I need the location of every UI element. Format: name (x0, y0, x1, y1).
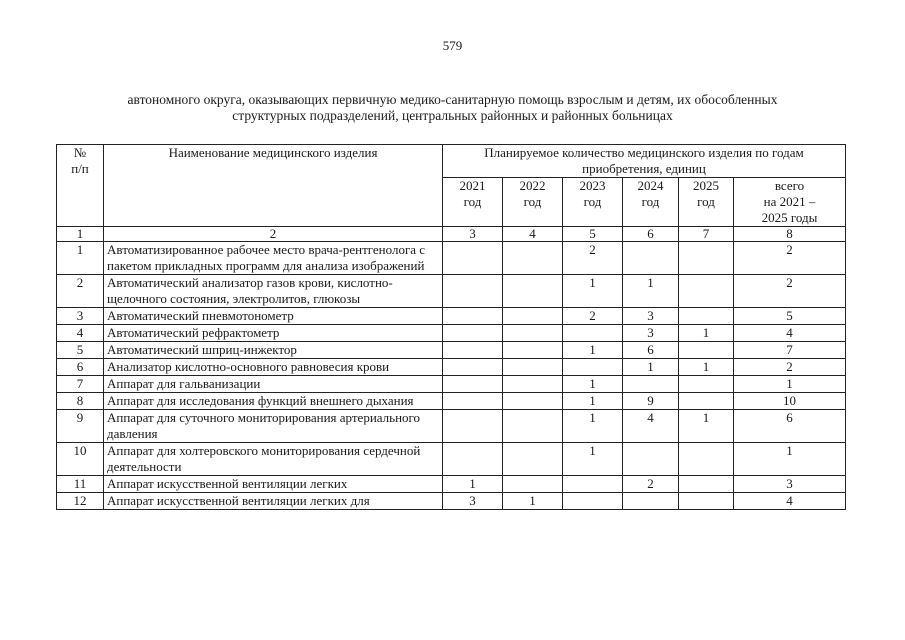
cell-y2025 (679, 493, 734, 510)
cell-total: 4 (734, 325, 846, 342)
header-planned-line2: приобретения, единиц (582, 161, 706, 176)
cell-y2022 (503, 242, 563, 275)
cell-total: 3 (734, 476, 846, 493)
header-year-0-l2: год (463, 194, 482, 209)
cell-name: Автоматический анализатор газов крови, кислотно-щелочного состояния, электролитов, глюкозы (104, 275, 443, 308)
cell-num: 10 (57, 443, 104, 476)
cell-num: 1 (57, 242, 104, 275)
cell-total: 2 (734, 242, 846, 275)
cell-name: Аппарат для исследования функций внешнего дыхания (104, 393, 443, 410)
cell-y2022 (503, 410, 563, 443)
cell-y2021: 3 (443, 493, 503, 510)
page-number: 579 (442, 38, 463, 53)
cell-y2023 (563, 476, 623, 493)
cell-y2025 (679, 393, 734, 410)
cell-y2025 (679, 342, 734, 359)
cell-y2024 (623, 376, 679, 393)
cell-total: 6 (734, 410, 846, 443)
cell-y2021 (443, 342, 503, 359)
cell-y2023: 2 (563, 242, 623, 275)
cell-y2024: 1 (623, 359, 679, 376)
header-year-2-l1: 2023 (579, 178, 606, 193)
cell-name: Автоматический шприц-инжектор (104, 342, 443, 359)
header-year-1-l1: 2022 (519, 178, 546, 193)
cell-y2021 (443, 443, 503, 476)
cell-y2022 (503, 359, 563, 376)
cell-y2023: 1 (563, 393, 623, 410)
column-index-cell: 1 (57, 227, 104, 242)
cell-y2025 (679, 476, 734, 493)
cell-y2024: 2 (623, 476, 679, 493)
cell-y2023: 2 (563, 308, 623, 325)
cell-name: Аппарат для гальванизации (104, 376, 443, 393)
cell-num: 4 (57, 325, 104, 342)
header-planned (443, 145, 846, 178)
cell-name: Аппарат искусственной вентиляции легких (104, 476, 443, 493)
cell-num: 2 (57, 275, 104, 308)
column-index-cell: 5 (563, 227, 623, 242)
header-num-line2: п/п (71, 161, 89, 176)
table-row (57, 476, 846, 493)
cell-y2025 (679, 275, 734, 308)
cell-y2022 (503, 275, 563, 308)
cell-name: Автоматический рефрактометр (104, 325, 443, 342)
cell-y2025: 1 (679, 325, 734, 342)
cell-name: Аппарат для холтеровского мониторирования сердечной деятельности (104, 443, 443, 476)
cell-total: 1 (734, 376, 846, 393)
cell-y2021 (443, 410, 503, 443)
cell-y2025: 1 (679, 359, 734, 376)
header-year-1-l2: год (523, 194, 542, 209)
header-year-4-l1: 2025 (693, 178, 719, 193)
cell-y2023: 1 (563, 410, 623, 443)
cell-num: 8 (57, 393, 104, 410)
table-row (57, 443, 846, 476)
cell-y2022: 1 (503, 493, 563, 510)
table-row (57, 242, 846, 275)
cell-name: Аппарат искусственной вентиляции легких для (104, 493, 443, 510)
header-planned-line1: Планируемое количество медицинского изделия по годам (484, 145, 804, 160)
cell-y2023: 1 (563, 342, 623, 359)
cell-y2024: 4 (623, 410, 679, 443)
cell-num: 3 (57, 308, 104, 325)
cell-y2024: 3 (623, 325, 679, 342)
cell-y2024: 9 (623, 393, 679, 410)
cell-y2025 (679, 443, 734, 476)
header-year-0 (443, 178, 503, 227)
table-row (57, 376, 846, 393)
cell-total: 5 (734, 308, 846, 325)
column-index-cell: 8 (734, 227, 846, 242)
header-year-3-l1: 2024 (637, 178, 664, 193)
header-year-5 (734, 178, 846, 227)
cell-y2022 (503, 376, 563, 393)
header-year-3-l2: год (641, 194, 660, 209)
column-index-row (57, 227, 846, 242)
cell-total: 7 (734, 342, 846, 359)
cell-y2025: 1 (679, 410, 734, 443)
header-num (57, 145, 104, 227)
header-year-5-l1: всего (774, 178, 805, 193)
header-year-5-l2: на 2021 – (763, 194, 816, 209)
cell-num: 7 (57, 376, 104, 393)
cell-y2025 (679, 376, 734, 393)
table-row (57, 308, 846, 325)
header-year-2 (563, 178, 623, 227)
cell-num: 5 (57, 342, 104, 359)
column-index-cell: 4 (503, 227, 563, 242)
column-index-cell: 3 (443, 227, 503, 242)
cell-y2022 (503, 476, 563, 493)
column-index-cell: 7 (679, 227, 734, 242)
header-name: Наименование медицинского изделия (104, 145, 443, 227)
cell-name: Автоматизированное рабочее место врача-рентгенолога с пакетом прикладных программ для анализа изображений (104, 242, 443, 275)
cell-y2022 (503, 308, 563, 325)
header-year-5-l3: 2025 годы (761, 210, 818, 225)
table-header-row (57, 145, 846, 178)
table-row (57, 275, 846, 308)
cell-y2023 (563, 325, 623, 342)
header-year-0-l1: 2021 (459, 178, 486, 193)
cell-num: 6 (57, 359, 104, 376)
column-index-cell: 6 (623, 227, 679, 242)
heading-line-1: автономного округа, оказывающих первичную медико-санитарную помощь взрослым и детям, их обособленных (127, 92, 778, 107)
cell-y2024 (623, 493, 679, 510)
cell-y2024: 6 (623, 342, 679, 359)
header-year-1 (503, 178, 563, 227)
cell-num: 9 (57, 410, 104, 443)
cell-y2021 (443, 242, 503, 275)
table-row (57, 325, 846, 342)
cell-y2023: 1 (563, 376, 623, 393)
cell-name: Аппарат для суточного мониторирования артериального давления (104, 410, 443, 443)
cell-y2024: 3 (623, 308, 679, 325)
cell-y2024: 1 (623, 275, 679, 308)
cell-y2023 (563, 493, 623, 510)
header-year-4-l2: год (697, 194, 715, 209)
cell-num: 12 (57, 493, 104, 510)
equipment-table (56, 144, 846, 510)
cell-y2021 (443, 376, 503, 393)
cell-y2023: 1 (563, 443, 623, 476)
cell-y2023: 1 (563, 275, 623, 308)
cell-name: Автоматический пневмотонометр (104, 308, 443, 325)
cell-y2024 (623, 242, 679, 275)
cell-y2023 (563, 359, 623, 376)
header-year-4 (679, 178, 734, 227)
cell-y2021: 1 (443, 476, 503, 493)
header-year-2-l2: год (583, 194, 602, 209)
cell-y2021 (443, 275, 503, 308)
cell-total: 2 (734, 359, 846, 376)
cell-total: 10 (734, 393, 846, 410)
cell-y2024 (623, 443, 679, 476)
heading-line-2: структурных подразделений, центральных районных и районных больницах (232, 108, 673, 123)
cell-y2021 (443, 325, 503, 342)
table-row (57, 342, 846, 359)
header-year-3 (623, 178, 679, 227)
cell-y2021 (443, 308, 503, 325)
column-index-cell: 2 (104, 227, 443, 242)
cell-name: Анализатор кислотно-основного равновесия крови (104, 359, 443, 376)
table-row (57, 393, 846, 410)
cell-num: 11 (57, 476, 104, 493)
table-row (57, 493, 846, 510)
cell-y2021 (443, 359, 503, 376)
cell-y2021 (443, 393, 503, 410)
table-row (57, 359, 846, 376)
cell-y2025 (679, 242, 734, 275)
cell-y2022 (503, 393, 563, 410)
cell-y2025 (679, 308, 734, 325)
table-row (57, 410, 846, 443)
header-num-line1: № (73, 145, 87, 160)
cell-y2022 (503, 342, 563, 359)
cell-y2022 (503, 443, 563, 476)
cell-y2022 (503, 325, 563, 342)
document-heading (40, 92, 865, 124)
cell-total: 4 (734, 493, 846, 510)
cell-total: 1 (734, 443, 846, 476)
cell-total: 2 (734, 275, 846, 308)
